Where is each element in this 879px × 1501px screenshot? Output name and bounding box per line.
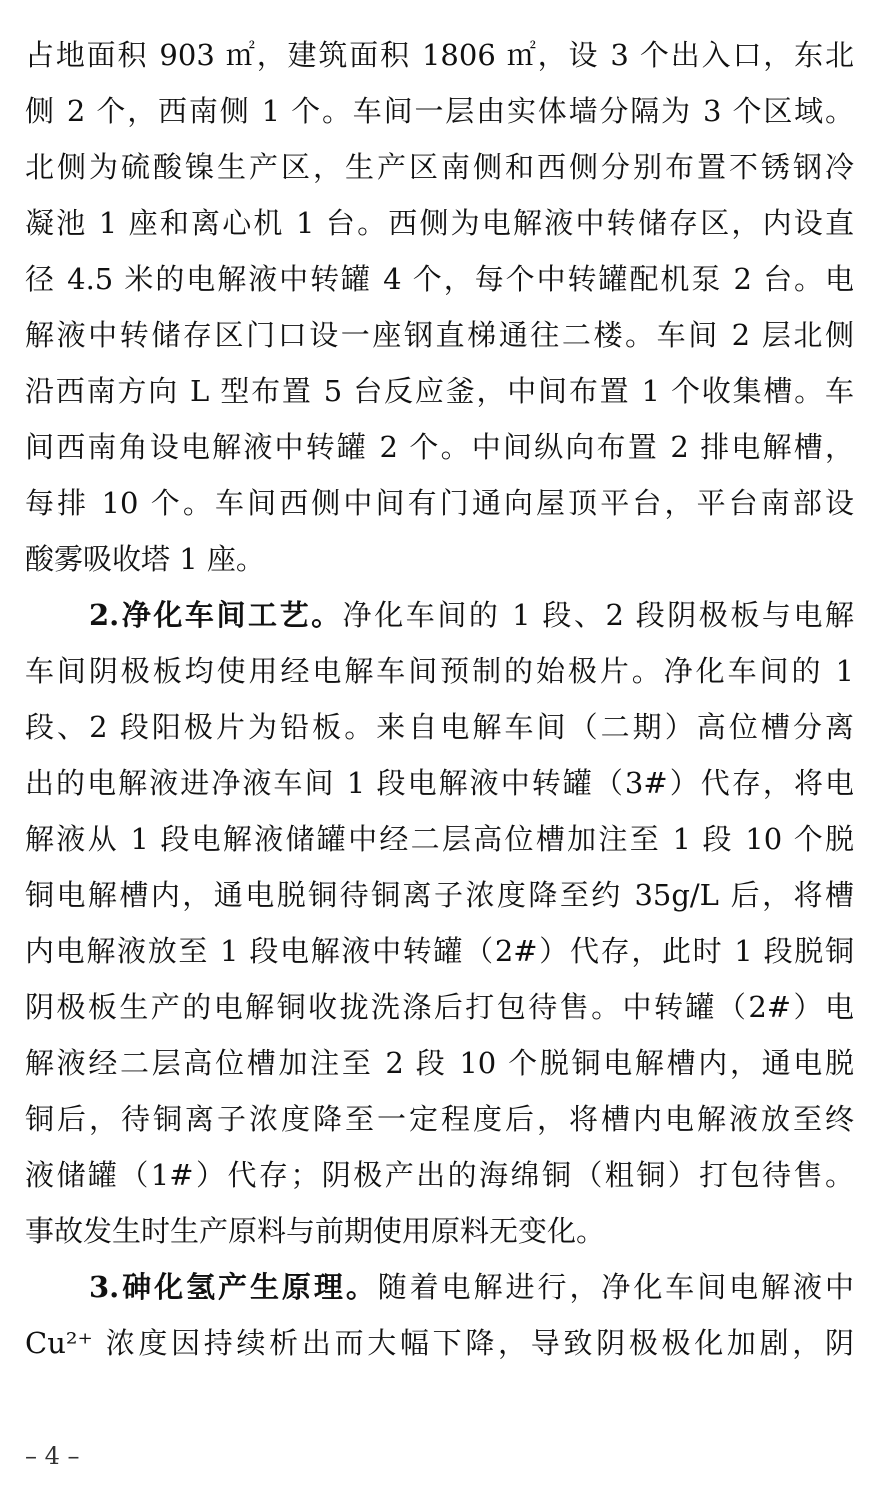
section-2-heading: 2.净化车间工艺。 (89, 598, 343, 632)
paragraph-line: 解液经二层高位槽加注至 2 段 10 个脱铜电解槽内，通电脱 (25, 1046, 854, 1080)
paragraph-line: 凝池 1 座和离心机 1 台。西侧为电解液中转储存区，内设直 (25, 206, 854, 240)
section-3-heading: 3.砷化氢产生原理。 (89, 1270, 378, 1304)
paragraph-line: 占地面积 903 ㎡，建筑面积 1806 ㎡，设 3 个出入口，东北 (25, 38, 854, 72)
paragraph-line: 段、2 段阳极片为铅板。来自电解车间（二期）高位槽分离 (25, 710, 854, 744)
paragraph-line: 出的电解液进净液车间 1 段电解液中转罐（3#）代存，将电 (25, 766, 854, 800)
paragraph-line: 北侧为硫酸镍生产区，生产区南侧和西侧分别布置不锈钢冷 (25, 150, 854, 184)
paragraph-line: 铜后，待铜离子浓度降至一定程度后，将槽内电解液放至终 (25, 1102, 854, 1136)
paragraph-line: 沿西南方向 L 型布置 5 台反应釜，中间布置 1 个收集槽。车 (25, 374, 854, 408)
paragraph-line: 解液从 1 段电解液储罐中经二层高位槽加注至 1 段 10 个脱 (25, 822, 854, 856)
section-2-first-line (89, 587, 854, 643)
page-number: – 4 – (25, 1442, 80, 1470)
paragraph-line: 车间阴极板均使用经电解车间预制的始极片。净化车间的 1 (25, 654, 854, 688)
paragraph-line: 事故发生时生产原料与前期使用原料无变化。 (25, 1214, 606, 1248)
paragraph-line: 酸雾吸收塔 1 座。 (25, 542, 265, 576)
paragraph-line: 径 4.5 米的电解液中转罐 4 个，每个中转罐配机泵 2 台。电 (25, 262, 854, 296)
paragraph-line: Cu²⁺ 浓度因持续析出而大幅下降，导致阴极极化加剧，阴 (25, 1326, 854, 1360)
paragraph-line: 解液中转储存区门口设一座钢直梯通往二楼。车间 2 层北侧 (25, 318, 854, 352)
paragraph-line: 液储罐（1#）代存；阴极产出的海绵铜（粗铜）打包待售。 (25, 1158, 854, 1192)
paragraph-line: 内电解液放至 1 段电解液中转罐（2#）代存，此时 1 段脱铜 (25, 934, 854, 968)
section-3-text: 随着电解进行，净化车间电解液中 (377, 1270, 854, 1304)
paragraph-line: 间西南角设电解液中转罐 2 个。中间纵向布置 2 排电解槽， (25, 430, 854, 464)
section-3-first-line (89, 1259, 854, 1315)
paragraph-line: 铜电解槽内，通电脱铜待铜离子浓度降至约 35g/L 后，将槽 (25, 878, 854, 912)
paragraph-line: 侧 2 个，西南侧 1 个。车间一层由实体墙分隔为 3 个区域。 (25, 94, 854, 128)
paragraph-line: 每排 10 个。车间西侧中间有门通向屋顶平台，平台南部设 (25, 486, 854, 520)
section-2-text: 净化车间的 1 段、2 段阴极板与电解 (342, 598, 854, 632)
paragraph-line: 阴极板生产的电解铜收拢洗涤后打包待售。中转罐（2#）电 (25, 990, 854, 1024)
